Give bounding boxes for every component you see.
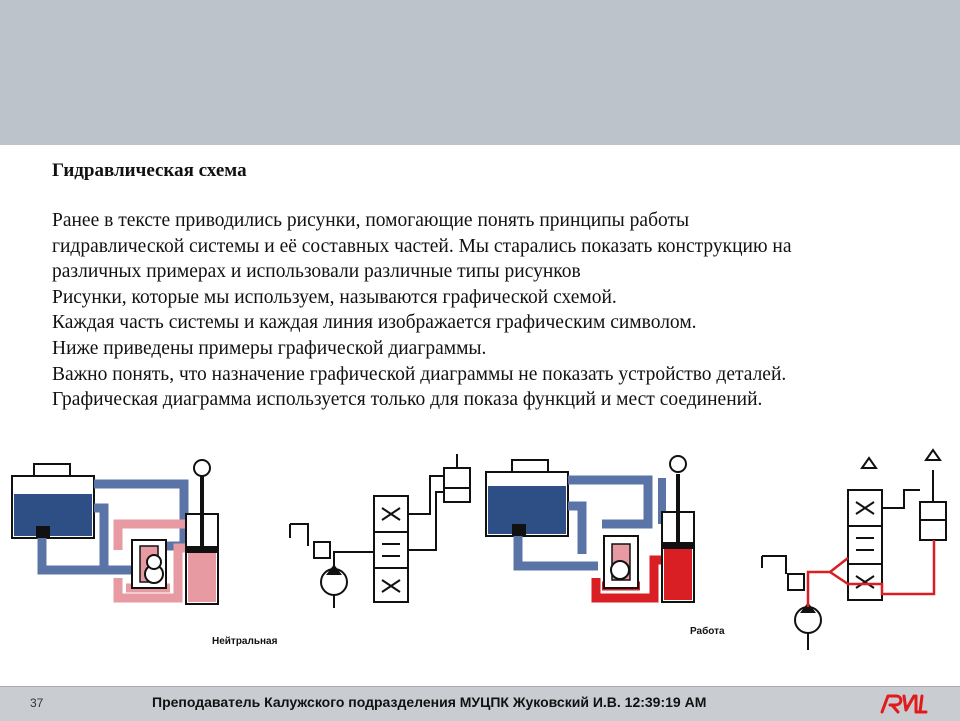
paragraph-line: Каждая часть системы и каждая линия изображается графическим символом. (52, 312, 697, 334)
slide-content (52, 160, 942, 413)
rzd-logo-icon (876, 692, 932, 716)
paragraph-line: Ранее в тексте приводились рисунки, помогающие понять принципы работы (52, 210, 690, 231)
pump-gear (611, 561, 629, 579)
page-number: 37 (30, 696, 44, 710)
pump-gear (147, 555, 161, 569)
rod-eye (194, 460, 210, 476)
footer-text: Преподаватель Калужского подразделения МУЦПК Жуковский И.В. 12:39:19 AM (152, 694, 707, 710)
tank-fluid (14, 494, 92, 536)
footer-bar (0, 686, 960, 721)
line-a (408, 476, 444, 514)
cutaway-working (486, 456, 725, 637)
paragraph-line: Графическая диаграмма используется только для показа функций и мест соединений. (52, 389, 763, 411)
paragraph-line: Рисунки, которые мы используем, называются графической схемой. (52, 286, 617, 308)
slide-title: Гидравлическая схема (52, 160, 247, 181)
piston (186, 546, 218, 553)
schematic-neutral (290, 454, 470, 608)
header-band (0, 0, 960, 145)
line-b (408, 492, 444, 550)
hydraulic-diagrams (0, 428, 960, 690)
paragraph-line: различных примерах и использовали различные типы рисунков (52, 261, 581, 283)
tank-cap (512, 460, 548, 472)
pump-arrow (328, 566, 340, 574)
tank-fluid (488, 486, 566, 534)
caption-working: Работа (690, 626, 725, 637)
tank-line (290, 524, 308, 546)
cutaway-neutral (12, 460, 278, 647)
relief-valve (788, 574, 804, 590)
tank-line (762, 556, 786, 574)
relief-valve (314, 542, 330, 558)
direction-arrow-icon (926, 450, 940, 460)
direction-arrow-icon (862, 458, 876, 468)
cylinder-fluid (188, 552, 216, 602)
piston (662, 542, 694, 549)
active-pressure-line (830, 558, 848, 572)
line-a (882, 490, 920, 508)
rod-eye (670, 456, 686, 472)
slide-paragraph (52, 208, 942, 413)
paragraph-line: гидравлической системы и её составных частей. Мы старались показать конструкцию на (52, 235, 792, 257)
drain-pipe (94, 508, 104, 570)
caption-neutral: Нейтральная (212, 636, 278, 647)
filter (36, 526, 50, 538)
schematic-working (762, 450, 946, 650)
paragraph-line: Ниже приведены примеры графической диаграммы. (52, 337, 487, 359)
cylinder-symbol (444, 468, 470, 502)
filter (512, 524, 526, 536)
tank-cap (34, 464, 70, 476)
drain-pipe (568, 506, 582, 554)
paragraph-line: Важно понять, что назначение графической диаграммы не показать устройство деталей. (52, 363, 787, 385)
cylinder-fluid (664, 548, 692, 600)
